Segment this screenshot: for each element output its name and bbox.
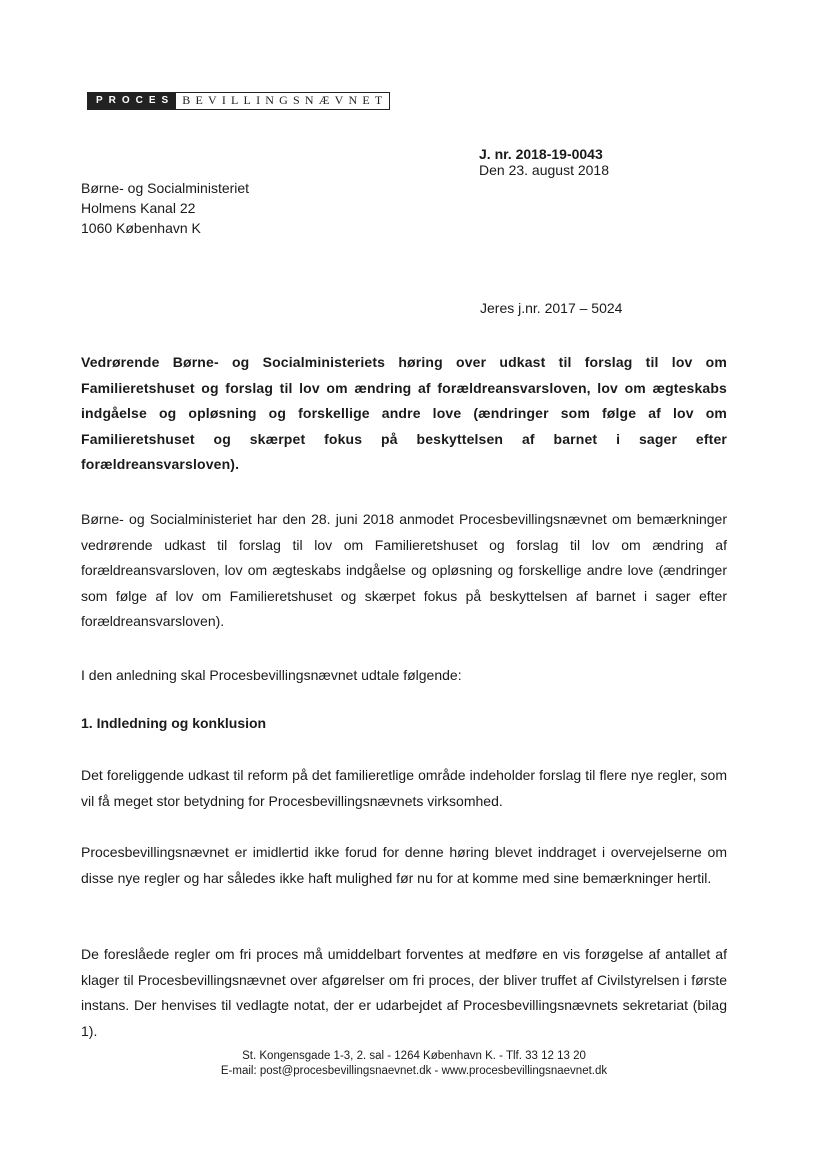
procesbevillingsnaevnet-logo (87, 92, 390, 110)
paragraph-consultation: Procesbevillingsnævnet er imidlertid ikke forud for denne høring blevet inddraget i overvejelserne om disse nye regler og har således ikke haft mulighed før nu for at komme med sine bemærkninger hertil. (81, 844, 727, 886)
letter-footer (0, 1049, 828, 1079)
logo-part-bevillingsnaevnet: BEVILLINGSNÆVNET (176, 93, 389, 109)
recipient-address (81, 178, 249, 238)
footer-contact: E-mail: post@procesbevillingsnaevnet.dk - www.procesbevillingsnaevnet.dk (220, 1065, 608, 1077)
reference-block (479, 146, 609, 178)
journal-number: J. nr. 2018-19-0043 (479, 146, 603, 162)
letter-date: Den 23. august 2018 (479, 162, 609, 178)
subject-line: Vedrørende Børne- og Socialministeriets høring over udkast til forslag til lov om Familieretshuset og forslag til lov om ændring af forældreansvarsloven, lov om ægteskabs indgåelse og opløsning og forskellige andre love (ændringer som følge af lov om Familieretshuset og skærpet fokus på beskyttelsen af barnet i sager efter forældreansvarsloven). (81, 354, 727, 472)
section-heading: 1. Indledning og konklusion (81, 715, 267, 731)
their-reference: Jeres j.nr. 2017 – 5024 (480, 300, 623, 316)
recipient-name: Børne- og Socialministeriet (81, 180, 250, 196)
paragraph-request: Børne- og Socialministeriet har den 28. juni 2018 anmodet Procesbevillingsnævnet om bemærkninger vedrørende udkast til forslag til lov om Familieretshuset og forslag til lov om ændring af forældreansvarsloven, lov om ægteskabs indgåelse og opløsning og forskellige andre love (ændringer som følge af lov om Familieretshuset og skærpet fokus på beskyttelsen af barnet i sager efter forældreansvarsloven). (81, 511, 727, 629)
recipient-street: Holmens Kanal 22 (81, 200, 196, 216)
paragraph-reform: Det foreliggende udkast til reform på det familieretlige område indeholder forslag til flere nye regler, som vil få meget stor betydning for Procesbevillingsnævnets virksomhed. (81, 767, 727, 809)
paragraph-statement-intro: I den anledning skal Procesbevillingsnævnet udtale følgende: (81, 667, 462, 683)
footer-address: St. Kongensgade 1-3, 2. sal - 1264 København K. - Tlf. 33 12 13 20 (242, 1050, 586, 1062)
paragraph-free-process: De foreslåede regler om fri proces må umiddelbart forventes at medføre en vis forøgelse af antallet af klager til Procesbevillingsnævnet over afgørelser om fri proces, der bliver truffet af Civilstyrelsen i første instans. Der henvises til vedlagte notat, der er udarbejdet af Procesbevillingsnævnets sekretariat (bilag 1). (81, 946, 727, 1039)
recipient-city: 1060 København K (81, 220, 201, 236)
logo-part-proces: PROCES (88, 93, 176, 109)
